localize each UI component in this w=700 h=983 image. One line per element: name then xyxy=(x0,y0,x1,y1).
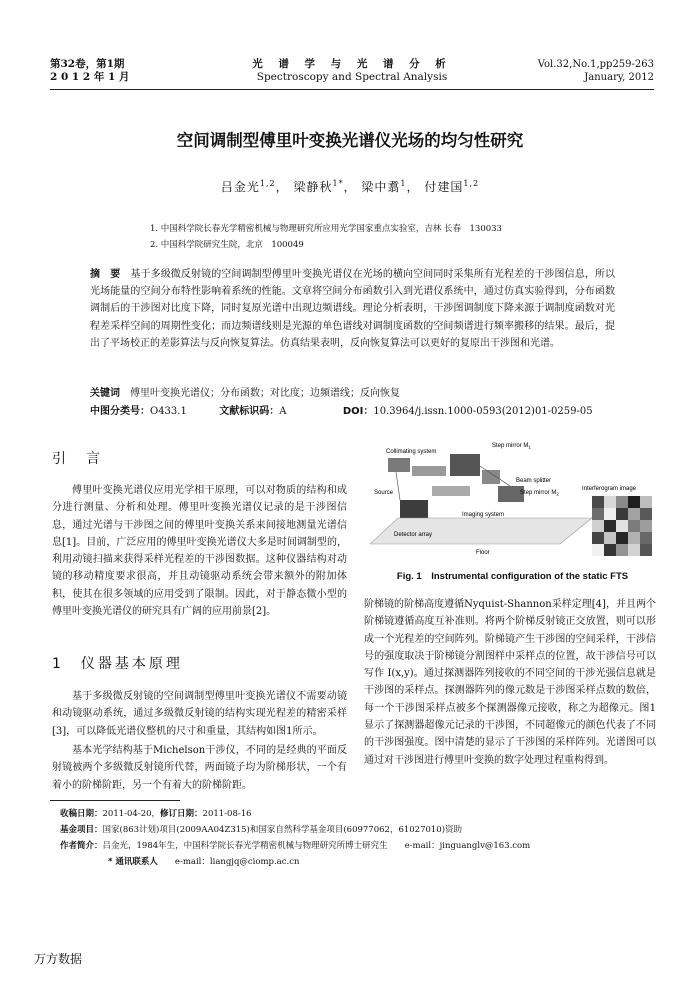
received-date: 2011-04-20， xyxy=(102,809,161,819)
figure-1-caption: Fig. 1 Instrumental configuration of the static FTS xyxy=(396,571,629,582)
interferogram-cell xyxy=(628,496,640,508)
label-floor: Floor xyxy=(476,550,490,556)
beam-splitter-cube xyxy=(482,470,500,484)
affiliation-2: 2. 中国科学院研究生院，北京 100049 xyxy=(150,240,304,250)
issue-date: 2 0 1 2 年 1 月 xyxy=(50,71,130,83)
interferogram-cell xyxy=(592,496,604,508)
abstract xyxy=(90,266,615,352)
author: 付建国 xyxy=(424,180,464,194)
interferogram-cell xyxy=(640,544,652,556)
keywords xyxy=(90,384,400,399)
step-mirror-m1 xyxy=(450,454,480,476)
light-path xyxy=(396,472,400,500)
section-1-para-1: 基于多级微反射镜的空间调制型傅里叶变换光谱仪不需要动镜和动镜驱动系统，通过多级微反射镜的结构实现光程差的精密采样[3]，可以降低光谱仪整机的尺寸和重量，其结构如图1所示。 xyxy=(52,691,347,737)
footnote-author: 作者简介：吕金光，1984年生，中国科学院长春光学精密机械与物理研究所博士研究生 e-mail：jinguanglv@163.com xyxy=(60,841,531,851)
page-info xyxy=(538,58,654,84)
interferogram-cell xyxy=(640,532,652,544)
interferogram-cell xyxy=(604,520,616,532)
footnote-corresponding: * 通讯联系人 e-mail：liangjq@ciomp.ac.cn xyxy=(108,857,300,867)
paper-title: 空间调制型傅里叶变换光谱仪光场的均匀性研究 xyxy=(176,131,524,150)
imaging-optics xyxy=(432,486,470,496)
collimator-tube xyxy=(412,466,446,476)
label-source: Source xyxy=(374,490,394,496)
abstract-label: 摘 要 xyxy=(90,269,121,280)
revised-date: 2011-08-16 xyxy=(202,809,252,819)
doi: 10.3964/j.issn.1000-0593(2012)01-0259-05 xyxy=(373,406,593,417)
author: 梁静秋 xyxy=(293,180,333,194)
author: 吕金光 xyxy=(220,180,260,194)
interferogram-cell xyxy=(640,508,652,520)
interferogram-cell xyxy=(616,532,628,544)
vol-pages: Vol.32,No.1,pp259-263 xyxy=(537,59,654,70)
interferogram-grid xyxy=(592,496,652,556)
footnote-divider xyxy=(50,800,180,801)
footer-watermark: 万方数据 xyxy=(34,952,83,966)
interferogram-cell xyxy=(592,532,604,544)
abstract-text: 基于多级微反射镜的空间调制型傅里叶变换光谱仪在光场的横向空间同时采集所有光程差的干涉图信息，所以光场能量的空间分布特性影响着系统的性能。文章将空间分布函数引入到光谱仪系统中，通过仿真实验得到，分布函数调制后的干涉图对比度下降，同时复原光谱中出现边频谱线。理论分析表明，干涉图调制度下降来源于调制度函数对光程差采样空间的周期性变化；而边频谱线则是光源的单色谱线对调制度函数的空间频谱进行频率搬移的结果。最后，提出了平场校正的差影算法与反向恢复算法。仿真结果表明，反向恢复算法可以更好的复原出干涉图和光谱。 xyxy=(90,269,616,349)
keywords-label: 关键词 xyxy=(90,388,120,399)
journal-header xyxy=(50,58,654,90)
interferogram-cell xyxy=(616,544,628,556)
interferogram-cell xyxy=(592,508,604,520)
journal-name-en: Spectroscopy and Spectral Analysis xyxy=(256,71,448,83)
label-imaging: Imaging system xyxy=(462,512,505,518)
classification: 中图分类号：O433.1 文献标识码：A DOI：10.3964/j.issn.1000-0593(2012)01-0259-05 xyxy=(90,406,593,417)
pub-date: January, 2012 xyxy=(584,72,654,83)
floor-plane xyxy=(370,518,592,544)
interferogram-cell xyxy=(616,496,628,508)
interferogram-cell xyxy=(616,520,628,532)
affiliation-1: 1. 中国科学院长春光学精密机械与物理研究所应用光学国家重点实验室，吉林 长春 130033 xyxy=(150,224,502,234)
interferogram-cell xyxy=(640,496,652,508)
section-1-para-2: 基本光学结构基于Michelson干涉仪，不同的是经典的平面反射镜被两个多级微反射镜所代替，两面镜子均为阶梯形状，一个有着小的阶梯阶距，另一个有着大的阶梯阶距。 xyxy=(52,745,347,791)
interferogram-cell xyxy=(628,508,640,520)
fund-text: 国家(863计划)项目(2009AA04Z315)和国家自然科学基金项目(60977062，61027010)资助 xyxy=(102,825,463,835)
interferogram-cell xyxy=(616,508,628,520)
interferogram-cell xyxy=(640,520,652,532)
section-1-title: 1 仪器基本原理 xyxy=(52,656,183,672)
footnote-fund: 基金项目：国家(863计划)项目(2009AA04Z315)和国家自然科学基金项目(60977062，61027010)资助 xyxy=(60,825,463,835)
interferogram-cell xyxy=(592,544,604,556)
label-step-mirror-m2: Step mirror $M_2$ xyxy=(520,490,559,497)
interferogram-cell xyxy=(604,508,616,520)
author-list: 吕金光$^{1,2}$， 梁静秋$^{1*}$， 梁中翥$^1$， 付建国$^{1,2}$ xyxy=(220,179,480,194)
label-beam-splitter: Beam splitter xyxy=(516,478,552,484)
interferogram-cell xyxy=(592,520,604,532)
collimator-block xyxy=(388,458,410,472)
figure-1 xyxy=(370,440,655,568)
label-step-mirror-m1: Step mirror $M_1$ xyxy=(492,443,531,450)
author: 梁中翥 xyxy=(361,180,401,194)
interferogram-cell xyxy=(604,544,616,556)
section-intro-title: 引 言 xyxy=(52,451,103,467)
label-detector: Detector array xyxy=(394,532,433,538)
keywords-text: 傅里叶变换光谱仪；分布函数；对比度；边频谱线；反向恢复 xyxy=(130,388,400,399)
interferogram-cell xyxy=(628,520,640,532)
footnote-dates: 收稿日期：2011-04-20，修订日期：2011-08-16 xyxy=(60,809,252,819)
corresponding-email: e-mail：liangjq@ciomp.ac.cn xyxy=(174,857,300,867)
volume-issue: 第32卷，第1期 xyxy=(50,58,125,70)
interferogram-cell xyxy=(604,532,616,544)
right-column-paragraph: 阶梯镜的阶梯高度遵循Nyquist-Shannon采样定理[4]，并且两个阶梯镜遵循高度互补准则。将两个阶梯反射镜正交放置，则可以形成一个光程差的空间阵列。阶梯镜产生干涉图的空间采样，干涉信号的强度取决于阶梯镜分割图样中采样点的位置，故干涉信号可以写作 I(x,y)。通过探测器阵列接收的不同空间的干涉光强信息就是干涉图的采样点。探测器阵列的像元数是干涉图采样点数的数倍，每一个干涉图采样点被多个探测器像元接收，称之为超像元。图1显示了探测器超像元记录的干涉图，不同超像元的颜色代表了不同的干涉图强度。图中清楚的显示了干涉图的采样阵列。光谱图可以通过对干涉图进行傅里叶变换的数字处理过程重构得到。 xyxy=(364,599,656,766)
clc-number: O433.1 xyxy=(150,406,187,417)
journal-name-cn: 光 谱 学 与 光 谱 分 析 xyxy=(252,58,452,70)
interferogram-cell xyxy=(628,532,640,544)
label-interferogram: Interferogram image xyxy=(582,486,637,492)
interferogram-cell xyxy=(628,544,640,556)
label-collimating: Collimating system xyxy=(386,449,437,455)
author-bio: 吕金光，1984年生，中国科学院长春光学精密机械与物理研究所博士研究生 e-mail：jinguanglv@163.com xyxy=(102,841,531,851)
doc-code: A xyxy=(279,406,287,417)
interferogram-cell xyxy=(604,496,616,508)
intro-paragraph: 傅里叶变换光谱仪应用光学相干原理，可以对物质的结构和成分进行测量、分析和处理。傅里叶变换光谱仪记录的是干涉图信息，通过光谱与干涉图之间的傅里叶变换关系来间接地测量光谱信息[1]。目前，广泛应用的傅里叶变换光谱仪大多是时间调制型的，利用动镜扫描来获得采样光程差的干涉图数据。这种仪器结构对动镜的移动精度要求很高，并且动镜驱动系统会带来额外的附加体积，使其在很多领域的应用受到了限制。因此，对于静态微小型的傅里叶变换光谱仪的研究具有广阔的应用前景[2]。 xyxy=(52,485,347,618)
